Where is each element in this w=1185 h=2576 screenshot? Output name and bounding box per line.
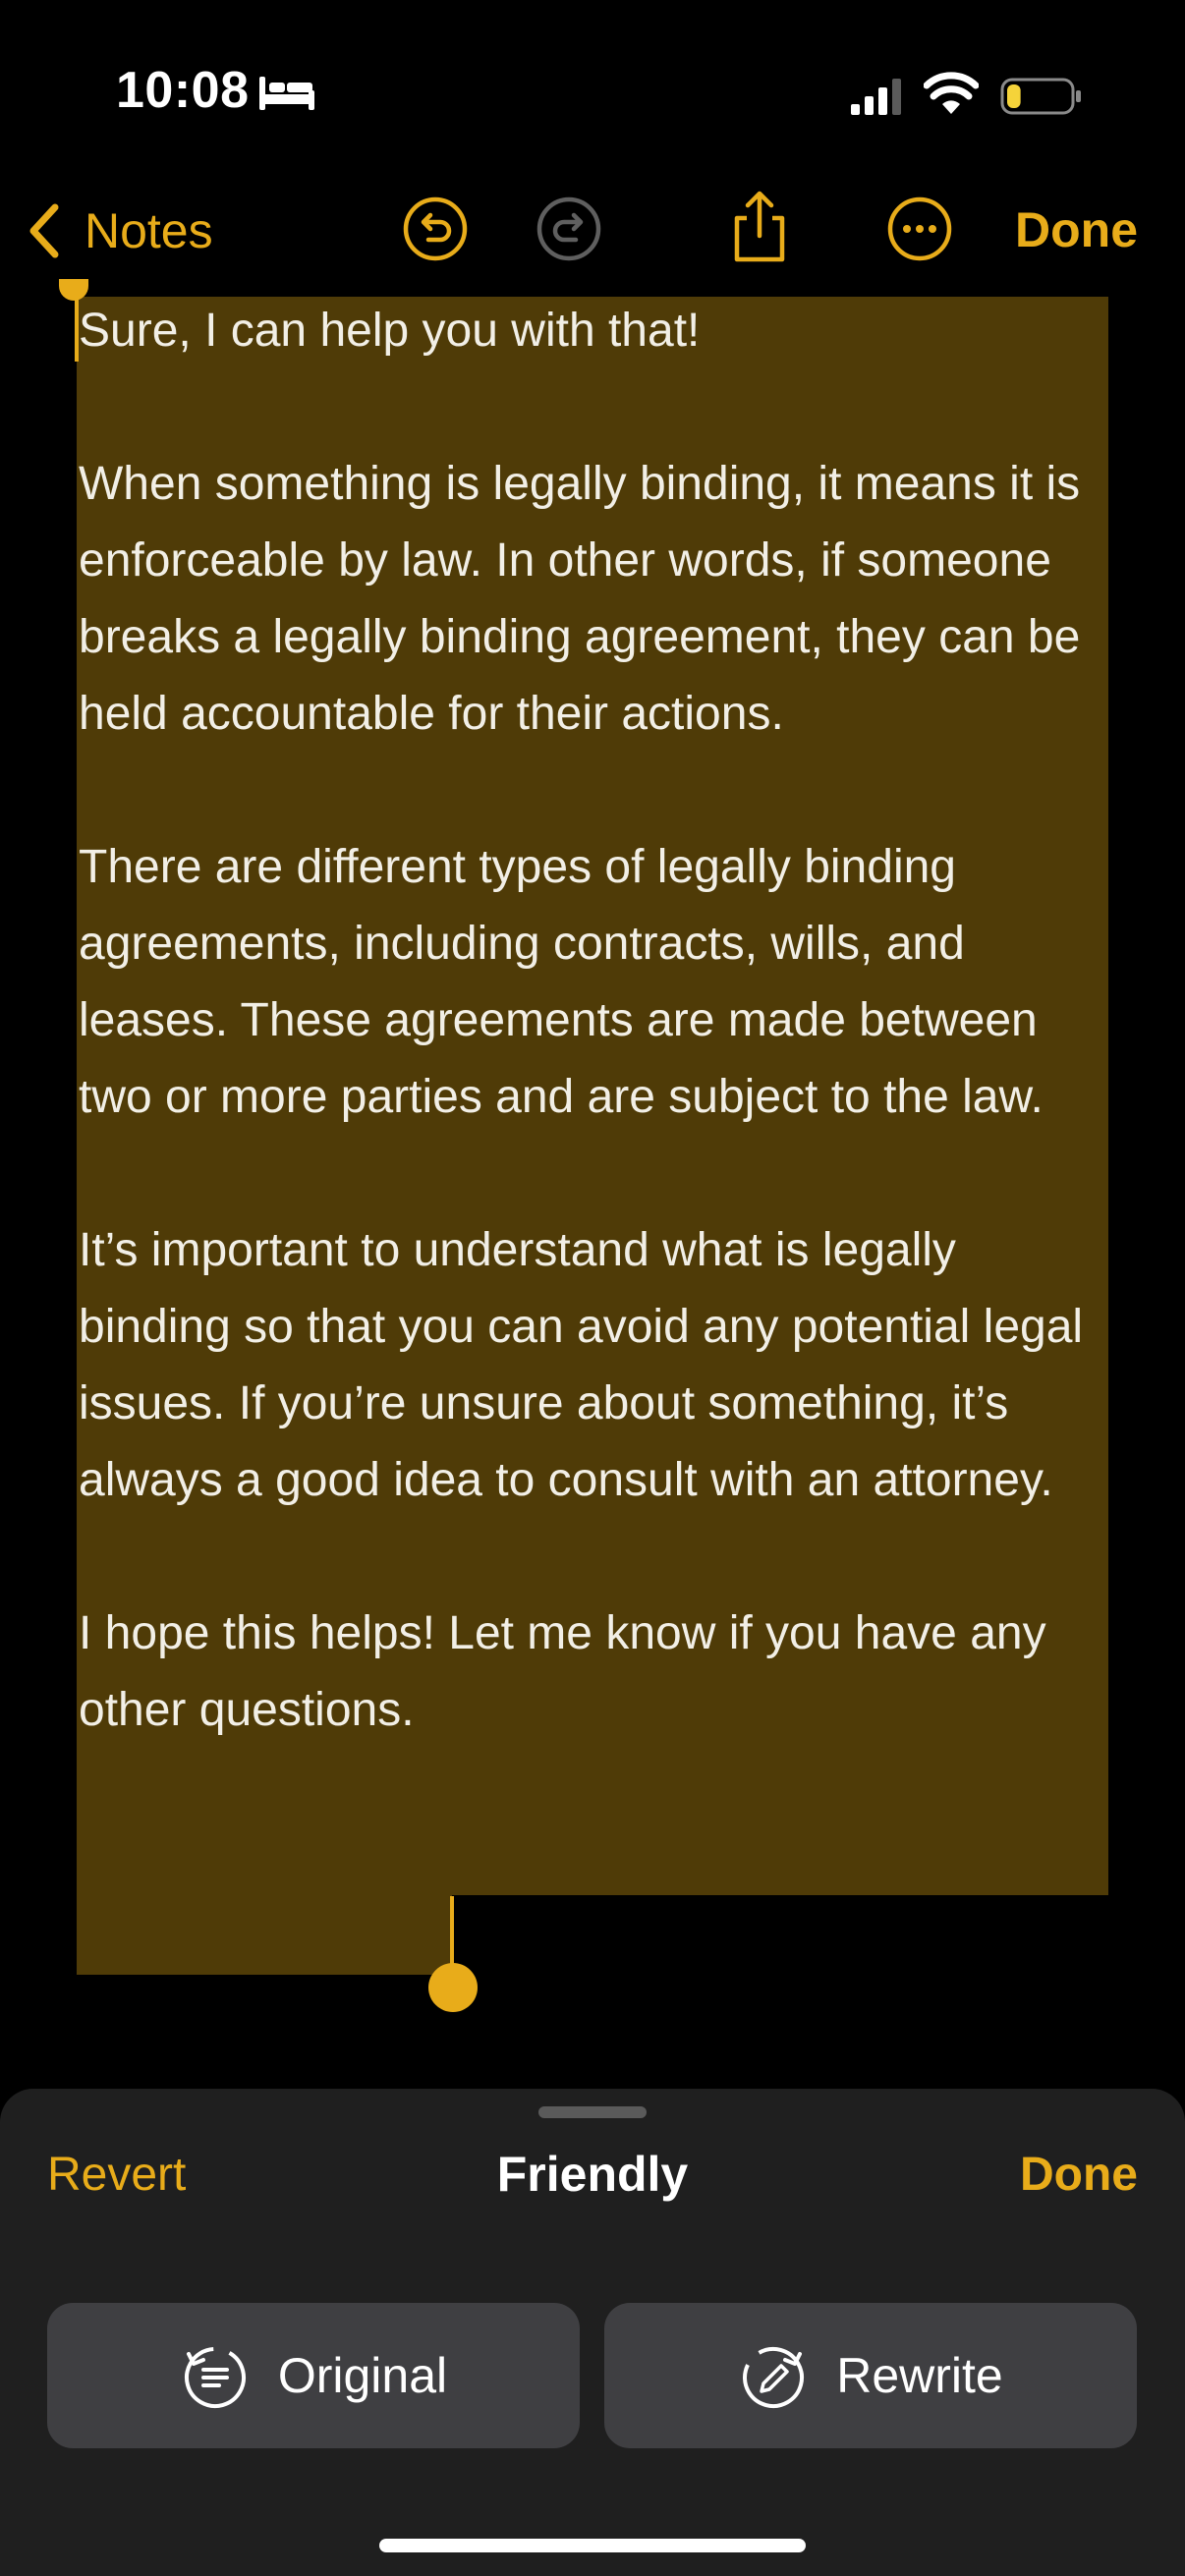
sheet-done-button[interactable]: Done xyxy=(1020,2149,1138,2201)
note-paragraph[interactable]: It’s important to understand what is legally binding so that you can avoid any potential legal issues. If you’re unsure about something, it’s always a good idea to consult with an attorney. xyxy=(79,1224,1084,1506)
note-paragraph[interactable]: When something is legally binding, it means it is enforceable by law. In other words, if someone breaks a legally binding agreement, they can be held accountable for their actions. xyxy=(79,458,1081,740)
note-paragraph[interactable]: I hope this helps! Let me know if you have any other questions. xyxy=(79,1607,1046,1736)
rewrite-label: Rewrite xyxy=(836,2348,1003,2403)
bed-icon xyxy=(257,73,316,112)
note-paragraph[interactable]: Sure, I can help you with that! xyxy=(79,305,701,357)
selection-start-handle[interactable] xyxy=(75,297,79,362)
chevron-left-icon xyxy=(24,201,67,260)
text-selection-highlight-tail xyxy=(77,1895,452,1975)
note-paragraph[interactable]: There are different types of legally binding agreements, including contracts, wills, and leases. These agreements are made between two or more parties and are subject to the law. xyxy=(79,841,1044,1123)
battery-low-power-icon xyxy=(1000,77,1083,116)
selection-end-knob[interactable] xyxy=(428,1963,478,2012)
status-time: 10:08 xyxy=(116,62,250,119)
undo-icon[interactable] xyxy=(401,195,470,263)
rewrite-button[interactable] xyxy=(604,2303,1137,2448)
cellular-signal-icon xyxy=(849,77,906,116)
done-button[interactable]: Done xyxy=(1015,202,1138,257)
sheet-title: Friendly xyxy=(496,2147,689,2202)
redo-icon[interactable] xyxy=(535,195,603,263)
note-body[interactable] xyxy=(79,293,1120,1749)
sheet-grabber[interactable] xyxy=(538,2106,647,2118)
home-indicator[interactable] xyxy=(379,2539,806,2552)
selection-end-handle[interactable] xyxy=(450,1896,454,1969)
more-icon[interactable] xyxy=(885,195,954,263)
share-icon[interactable] xyxy=(725,189,794,265)
back-button[interactable] xyxy=(24,196,213,265)
original-button[interactable] xyxy=(47,2303,580,2448)
revert-button[interactable]: Revert xyxy=(47,2149,187,2201)
wifi-icon xyxy=(924,71,979,116)
back-label: Notes xyxy=(85,203,213,258)
original-label: Original xyxy=(277,2348,448,2403)
original-doc-icon xyxy=(180,2340,251,2411)
rewrite-icon xyxy=(738,2340,809,2411)
writing-tools-sheet xyxy=(0,2089,1185,2576)
